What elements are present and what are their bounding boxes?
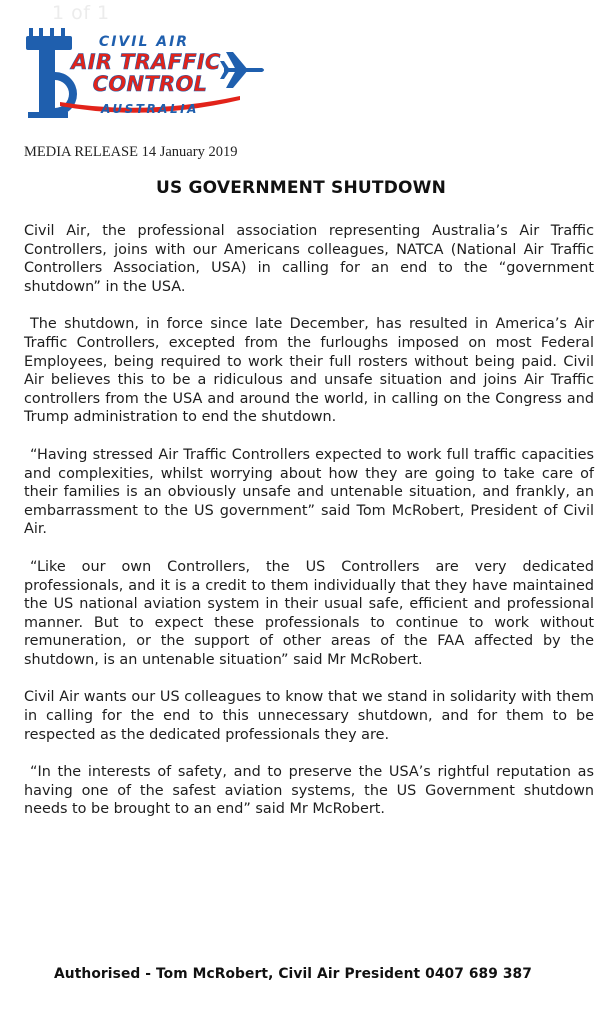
paragraph-shutdown: The shutdown, in force since late December, has resulted in America’s Air Traffic Controllers, excepted from the furloughs imposed on most Federal Employees, being required to work their full rosters without being paid. Civil Air believes this to be a ridiculous and unsafe situation and joins Air Traffic controllers from the USA and around the world, in calling on the Congress and Trump administration to end the shutdown. <box>24 316 594 426</box>
paragraph-quote-dedication: “Like our own Controllers, the US Controllers are very dedicated professionals, and it is a credit to them individually that they have maintained the US national aviation system in their usual safe, efficient and professional manner. But to expect these professionals to continue to work without remuneration, or the support of other areas of the FAA affected by the shutdown, is an untenable situation” said Mr McRobert. <box>24 558 594 668</box>
media-release-date: MEDIA RELEASE 14 January 2019 <box>24 144 238 160</box>
paragraph-solidarity: Civil Air wants our US colleagues to know that we stand in solidarity with them in calling for the end to this unnecessary shutdown, and for them to be respected as the dedicated professionals they are. <box>24 689 594 743</box>
civil-air-logo <box>26 24 266 120</box>
page-title: US GOVERNMENT SHUTDOWN <box>155 178 447 198</box>
paragraph-quote-safety: “In the interests of safety, and to preserve the USA’s rightful reputation as having one of the safest aviation systems, the US Government shutdown needs to be brought to an end” said Mr McRobert. <box>24 764 594 818</box>
paragraph-quote-stress: “Having stressed Air Traffic Controllers expected to work full traffic capacities and complexities, whilst worrying about how they are going to take care of their families is an obviously unsafe and untenable situation, and frankly, an embarrassment to the US government” said Tom McRobert, President of Civil Air. <box>24 446 594 538</box>
logo-line-air-traffic: AIR TRAFFIC <box>71 50 221 74</box>
logo-line-australia: AUSTRALIA <box>101 102 199 116</box>
logo-line-civil-air: CIVIL AIR <box>98 34 190 50</box>
logo-line-control: CONTROL <box>92 72 208 96</box>
airplane-icon <box>220 52 264 88</box>
press-release-body <box>24 222 594 819</box>
page-counter: 1 of 1 <box>52 2 110 24</box>
paragraph-intro: Civil Air, the professional association representing Australia’s Air Traffic Controllers, joins with our Americans colleagues, NATCA (National Air Traffic Controllers Association, USA) in calling for an end to the “government shutdown” in the USA. <box>24 223 594 295</box>
authorisation-line: Authorised - Tom McRobert, Civil Air President 0407 689 387 <box>54 966 532 982</box>
